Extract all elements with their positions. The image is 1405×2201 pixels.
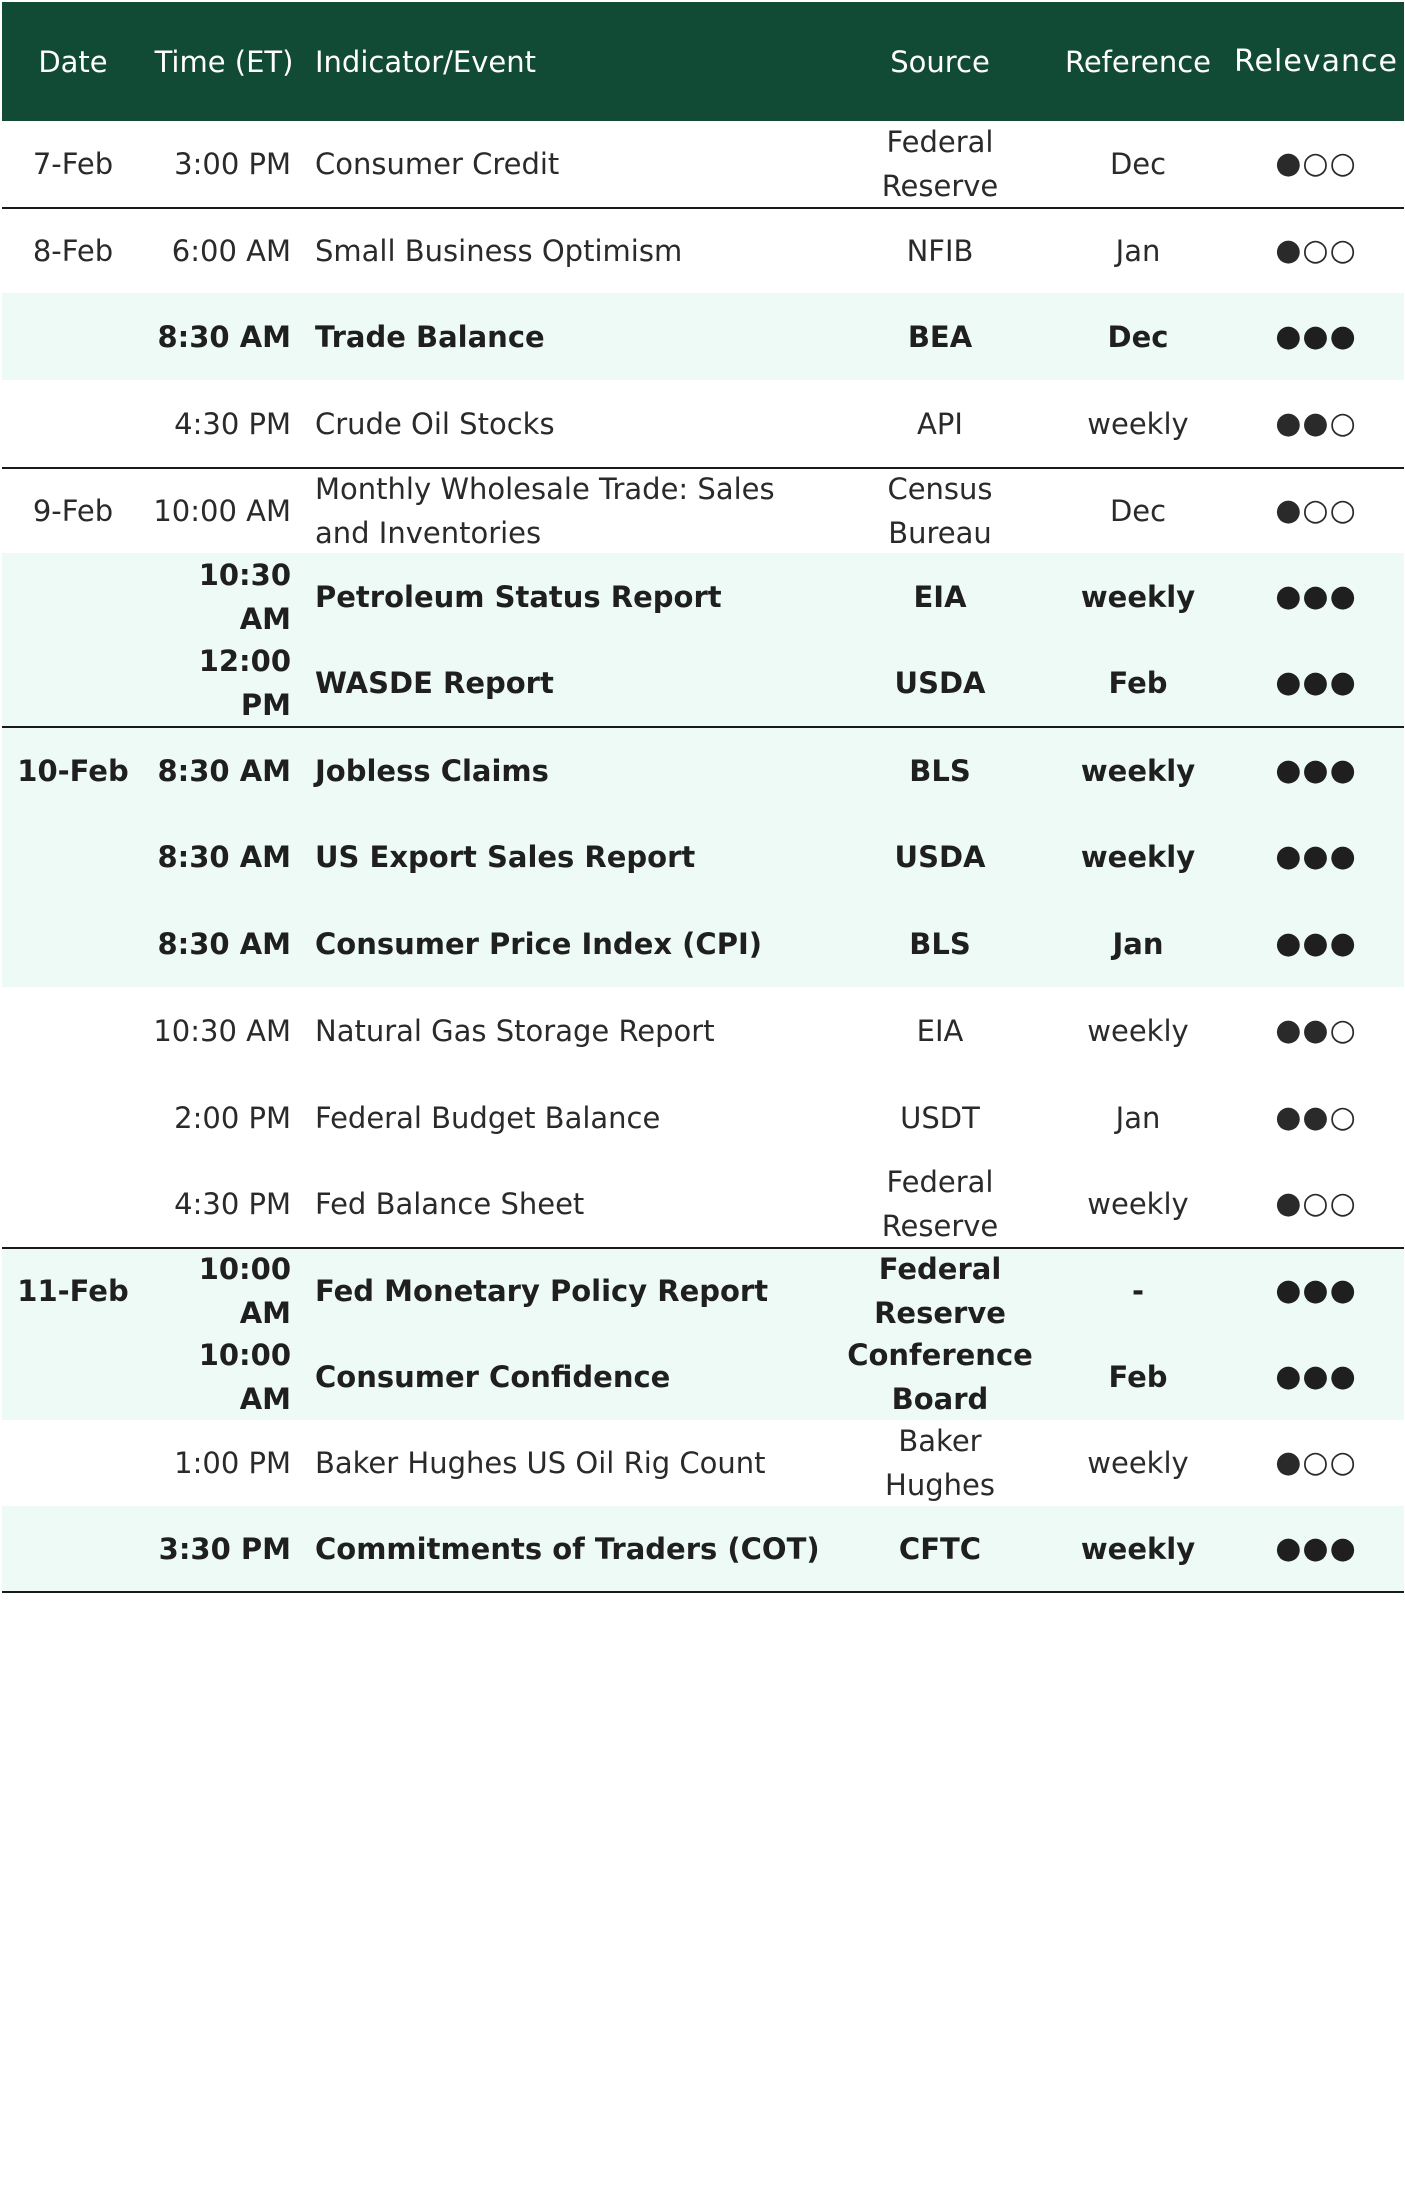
event-cell: US Export Sales Report [315, 839, 696, 874]
event-cell: Consumer Confidence [315, 1359, 671, 1394]
table-row [2, 1247, 1404, 1333]
relevance-cell: ●●○ [1275, 405, 1357, 441]
event-cell: Trade Balance [315, 319, 545, 354]
reference-cell: Dec [1109, 494, 1167, 528]
table-body [2, 121, 1404, 1593]
source-cell: USDA [894, 839, 986, 874]
table-row [2, 1074, 1404, 1161]
time-cell: 2:00 PM [174, 1100, 291, 1135]
reference-cell: weekly [1087, 1446, 1189, 1480]
header-event: Indicator/Event [315, 44, 536, 79]
reference-cell: weekly [1087, 1013, 1189, 1048]
table-row [2, 467, 1404, 553]
source-cell: CFTC [898, 1531, 982, 1566]
reference-cell: - [1131, 1274, 1145, 1308]
reference-cell: weekly [1087, 1187, 1189, 1221]
source-cell: Baker Hughes [885, 1424, 995, 1502]
time-cell: 10:00 AM [198, 1252, 291, 1330]
source-cell: USDT [900, 1100, 980, 1135]
event-cell: Federal Budget Balance [315, 1100, 661, 1135]
source-cell: NFIB [906, 234, 974, 268]
reference-cell: Dec [1109, 147, 1167, 181]
source-cell: EIA [913, 579, 967, 614]
table-row [2, 726, 1404, 813]
time-cell: 10:30 AM [153, 1013, 291, 1048]
relevance-cell: ●○○ [1275, 233, 1357, 268]
relevance-cell: ●●● [1275, 752, 1357, 788]
time-cell: 3:00 PM [174, 147, 291, 181]
event-cell: Natural Gas Storage Report [315, 1013, 715, 1048]
source-cell: Conference Board [847, 1337, 1033, 1416]
table-row [2, 1333, 1404, 1420]
event-cell: Baker Hughes US Oil Rig Count [315, 1446, 766, 1480]
reference-cell: weekly [1087, 406, 1189, 441]
table-row [2, 1506, 1404, 1593]
event-cell: Petroleum Status Report [315, 579, 722, 614]
time-cell: 4:30 PM [174, 1187, 291, 1221]
reference-cell: Feb [1108, 666, 1168, 700]
header-time: Time (ET) [154, 44, 294, 79]
source-cell: BLS [909, 753, 971, 788]
table-row [2, 1420, 1404, 1506]
source-cell: Federal Reserve [881, 1165, 999, 1243]
source-cell: BLS [909, 926, 971, 961]
time-cell: 10:00 AM [153, 494, 291, 528]
table-row [2, 813, 1404, 900]
source-cell: Federal Reserve [874, 1252, 1006, 1330]
economic-calendar-table [2, 2, 1404, 1593]
relevance-cell: ●○○ [1275, 146, 1357, 181]
relevance-cell: ●●● [1275, 838, 1357, 874]
time-cell: 10:30 AM [198, 557, 291, 636]
event-cell: Fed Monetary Policy Report [315, 1274, 769, 1308]
reference-cell: weekly [1080, 839, 1196, 874]
event-cell: Commitments of Traders (COT) [315, 1531, 820, 1566]
reference-cell: Jan [1115, 1100, 1161, 1135]
event-cell: Crude Oil Stocks [315, 406, 555, 441]
relevance-cell: ●●● [1275, 665, 1357, 700]
relevance-cell: ●●● [1275, 578, 1357, 614]
table-row [2, 900, 1404, 987]
relevance-cell: ●●○ [1275, 1099, 1357, 1135]
header-reference: Reference [1064, 44, 1212, 79]
reference-cell: Jan [1115, 234, 1161, 268]
event-cell: Small Business Optimism [315, 234, 683, 268]
event-cell: Jobless Claims [315, 753, 549, 788]
time-cell: 8:30 AM [157, 839, 291, 874]
time-cell: 1:00 PM [174, 1446, 291, 1480]
source-cell: USDA [894, 666, 986, 700]
reference-cell: weekly [1080, 753, 1196, 788]
date-cell: 10-Feb [17, 753, 129, 788]
event-cell: Consumer Credit [315, 147, 560, 181]
event-cell: WASDE Report [315, 666, 554, 700]
relevance-cell: ●●● [1275, 1273, 1357, 1308]
header-date: Date [38, 44, 108, 79]
relevance-cell: ●●● [1275, 1358, 1357, 1394]
relevance-cell: ●●● [1275, 1530, 1357, 1566]
relevance-cell: ●●○ [1275, 1012, 1357, 1048]
table-header [2, 2, 1404, 121]
relevance-cell: ●○○ [1275, 1445, 1357, 1480]
time-cell: 8:30 AM [157, 753, 291, 788]
table-row [2, 640, 1404, 726]
reference-cell: Jan [1112, 926, 1164, 961]
table-row [2, 1161, 1404, 1247]
table-row [2, 207, 1404, 293]
date-cell: 9-Feb [32, 494, 114, 528]
event-cell: Fed Balance Sheet [315, 1187, 585, 1221]
reference-cell: weekly [1080, 1531, 1196, 1566]
date-cell: 11-Feb [17, 1274, 129, 1308]
time-cell: 3:30 PM [158, 1531, 291, 1566]
source-cell: BEA [907, 319, 973, 354]
relevance-cell: ●●● [1275, 925, 1357, 961]
time-cell: 6:00 AM [171, 234, 291, 268]
reference-cell: weekly [1080, 579, 1196, 614]
relevance-cell: ●○○ [1275, 493, 1357, 528]
date-cell: 7-Feb [32, 147, 114, 181]
time-cell: 12:00 PM [198, 644, 291, 722]
source-cell: EIA [916, 1013, 964, 1048]
date-cell: 8-Feb [32, 234, 114, 268]
time-cell: 8:30 AM [157, 319, 291, 354]
header-source: Source [890, 44, 990, 79]
table-row [2, 987, 1404, 1074]
event-cell: Consumer Price Index (CPI) [315, 926, 762, 961]
source-cell: Federal Reserve [881, 125, 999, 203]
time-cell: 10:00 AM [198, 1337, 291, 1416]
table-row [2, 293, 1404, 380]
reference-cell: Dec [1107, 319, 1169, 354]
source-cell: API [917, 406, 963, 441]
relevance-cell: ●○○ [1275, 1186, 1357, 1221]
table-row [2, 121, 1404, 207]
table-row [2, 553, 1404, 640]
header-relevance: Relevance [1234, 43, 1398, 79]
relevance-cell: ●●● [1275, 318, 1357, 354]
time-cell: 8:30 AM [157, 926, 291, 961]
table-row [2, 380, 1404, 467]
source-cell: Census Bureau [887, 472, 993, 550]
event-cell: Monthly Wholesale Trade: Sales and Inventories [315, 472, 775, 550]
reference-cell: Feb [1108, 1359, 1168, 1394]
time-cell: 4:30 PM [174, 406, 291, 441]
